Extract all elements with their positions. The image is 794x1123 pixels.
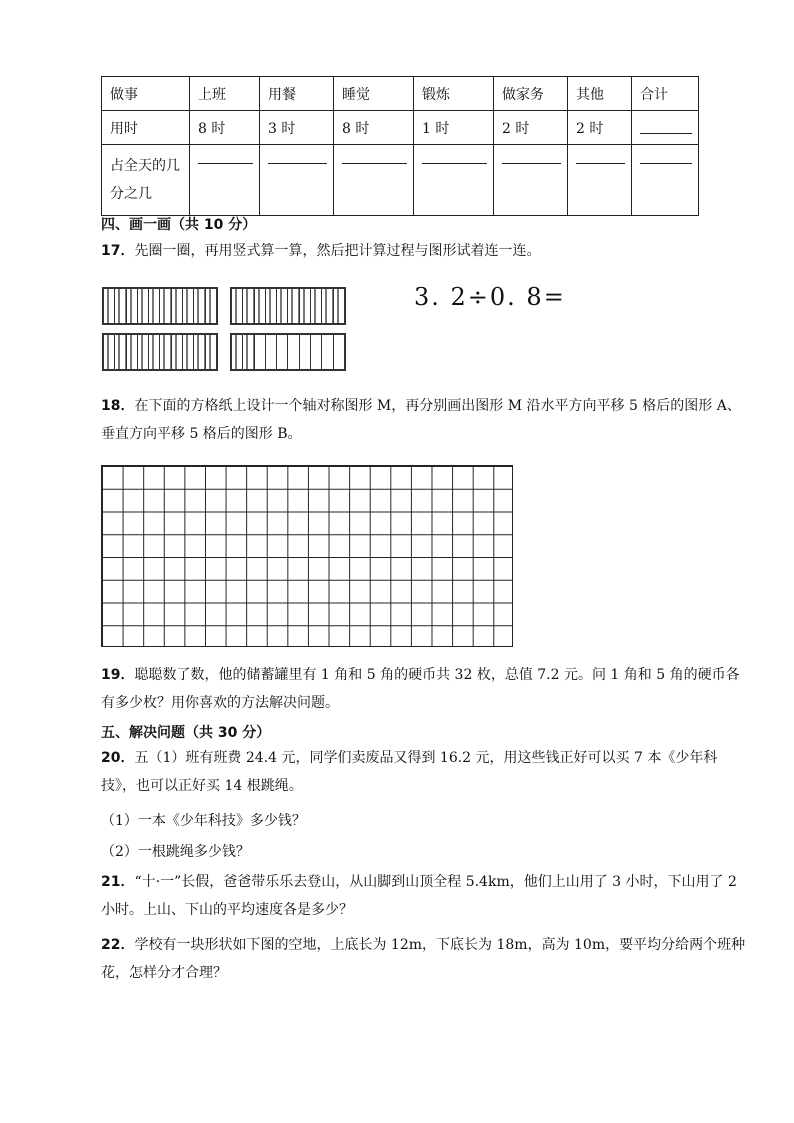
decimal-bar-4 bbox=[230, 333, 346, 371]
table-header-cell: 上班 bbox=[190, 77, 260, 111]
question-18 bbox=[101, 392, 751, 448]
table-cell: 8 时 bbox=[190, 111, 260, 145]
question-number: 20． bbox=[101, 750, 135, 766]
table-header-cell: 做家务 bbox=[494, 77, 568, 111]
answer-blank[interactable] bbox=[198, 151, 253, 164]
question-20-sub-1: （1）一本《少年科技》多少钱？ bbox=[101, 813, 306, 829]
table-row bbox=[102, 111, 699, 145]
table-cell: 8 时 bbox=[334, 111, 414, 145]
answer-blank[interactable] bbox=[640, 121, 692, 134]
answer-blank[interactable] bbox=[640, 151, 692, 164]
table-cell: 2 时 bbox=[494, 111, 568, 145]
table-row bbox=[102, 145, 699, 216]
answer-blank[interactable] bbox=[268, 151, 327, 164]
question-text: 五（1）班有班费 24.4 元，同学们卖废品又得到 16.2 元，用这些钱正好可以买 7 本《少年科技》，也可以正好买 14 根跳绳。 bbox=[101, 750, 718, 794]
answer-blank[interactable] bbox=[502, 151, 561, 164]
section-title: 四、画一画（共 10 分） bbox=[101, 217, 257, 233]
question-text: 学校有一块形状如下图的空地，上底长为 12m，下底长为 18m，高为 10m，要平均分给两个班种花，怎样分才合理？ bbox=[101, 937, 746, 981]
question-number: 17． bbox=[101, 243, 135, 259]
decimal-bar-3 bbox=[102, 333, 218, 371]
table-cell: 2 时 bbox=[568, 111, 632, 145]
table-cell-total bbox=[632, 111, 699, 145]
section-title: 五、解决问题（共 30 分） bbox=[101, 725, 271, 741]
decimal-bar-1 bbox=[102, 287, 218, 325]
question-17 bbox=[101, 237, 741, 265]
table-row-label: 占全天的几分之几 bbox=[102, 145, 190, 216]
table-header-cell: 用餐 bbox=[260, 77, 334, 111]
question-number: 22． bbox=[101, 937, 135, 953]
question-19 bbox=[101, 661, 751, 717]
question-number: 21． bbox=[101, 874, 135, 890]
table-header-cell: 睡觉 bbox=[334, 77, 414, 111]
grid-paper[interactable] bbox=[101, 465, 513, 647]
question-20 bbox=[101, 744, 751, 800]
table-cell bbox=[190, 145, 260, 216]
time-usage-table bbox=[101, 76, 699, 216]
division-expression: 3. 2÷0. 8= bbox=[414, 283, 566, 311]
answer-blank[interactable] bbox=[342, 151, 407, 164]
question-number: 19． bbox=[101, 667, 135, 683]
table-cell bbox=[334, 145, 414, 216]
table-row bbox=[102, 77, 699, 111]
table-cell bbox=[414, 145, 494, 216]
table-header-cell: 做事 bbox=[102, 77, 190, 111]
answer-blank[interactable] bbox=[422, 151, 487, 164]
table-header-cell: 其他 bbox=[568, 77, 632, 111]
table-cell bbox=[632, 145, 699, 216]
question-number: 18． bbox=[101, 398, 135, 414]
question-20-sub-2: （2）一根跳绳多少钱？ bbox=[101, 844, 250, 860]
table-cell: 3 时 bbox=[260, 111, 334, 145]
table-cell bbox=[568, 145, 632, 216]
table-row-label: 用时 bbox=[102, 111, 190, 145]
question-text: 先圈一圈，再用竖式算一算，然后把计算过程与图形试着连一连。 bbox=[134, 243, 541, 259]
question-text: “十·一”长假，爸爸带乐乐去登山，从山脚到山顶全程 5.4km，他们上山用了 3 小时，下山用了 2 小时。上山、下山的平均速度各是多少？ bbox=[101, 874, 737, 918]
table-cell: 1 时 bbox=[414, 111, 494, 145]
table-cell bbox=[260, 145, 334, 216]
question-text: 聪聪数了数，他的储蓄罐里有 1 角和 5 角的硬币共 32 枚，总值 7.2 元。问 1 角和 5 角的硬币各有多少枚？用你喜欢的方法解决问题。 bbox=[101, 667, 740, 711]
decimal-bar-2 bbox=[230, 287, 346, 325]
question-text: 在下面的方格纸上设计一个轴对称图形 M，再分别画出图形 M 沿水平方向平移 5 格后的图形 A、垂直方向平移 5 格后的图形 B。 bbox=[101, 398, 741, 442]
question-21 bbox=[101, 868, 751, 924]
table-header-cell: 合计 bbox=[632, 77, 699, 111]
table-header-cell: 锻炼 bbox=[414, 77, 494, 111]
answer-blank[interactable] bbox=[576, 151, 625, 164]
table-cell bbox=[494, 145, 568, 216]
question-22 bbox=[101, 931, 751, 987]
